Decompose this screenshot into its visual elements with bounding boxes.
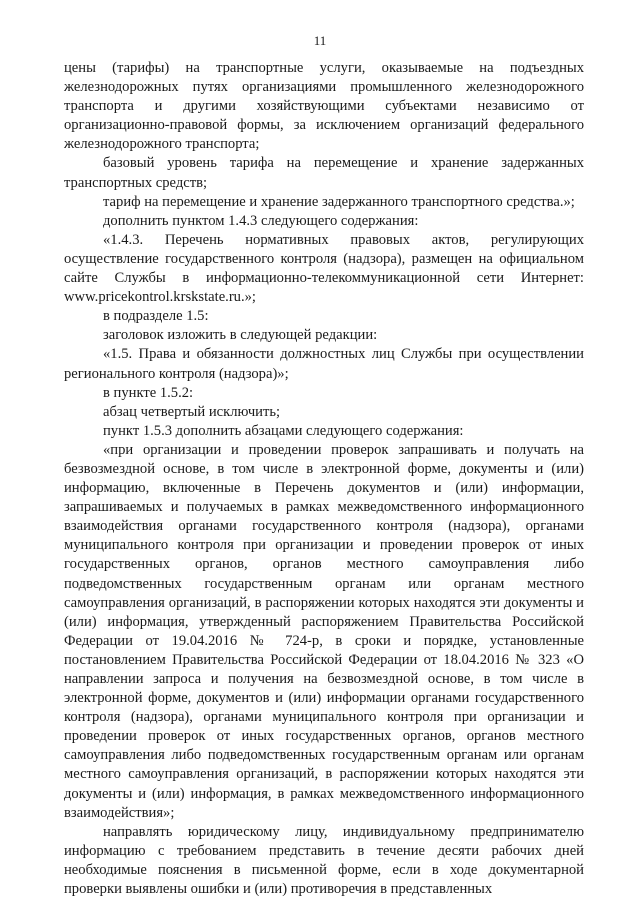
paragraph-tariff-storage: тариф на перемещение и хранение задержанного транспортного средства.»;	[103, 193, 575, 210]
paragraph-tariff-services: цены (тарифы) на транспортные услуги, оказываемые на подъездных железнодорожных путях организациями промышленного железнодорожного транспорта и другими хозяйствующими субъектами независимо от организационно-правовой формы, за исключением организаций федерального железнодорожного транспорта;	[64, 60, 584, 153]
paragraph-item-1-5-3: пункт 1.5.3 дополнить абзацами следующего содержания:	[103, 422, 464, 439]
paragraph-information-request: направлять юридическому лицу, индивидуальному предпринимателю информацию с требованием представить в течение десяти рабочих дней необходимые пояснения в письменной форме, если в ходе документарной проверки выявлены ошибки и (или) противоречия в представленных	[64, 823, 584, 898]
paragraph-base-tariff-level: базовый уровень тарифа на перемещение и хранение задержанных транспортных средств;	[64, 155, 584, 191]
paragraph-item-1-4-3: «1.4.3. Перечень нормативных правовых актов, регулирующих осуществление государственного контроля (надзора), размещен на официальном сайте Службы в информационно-телекоммуникационной сети Интернет: www.pricekontrol.krskstate.ru.»;	[64, 231, 584, 306]
document-body	[64, 59, 584, 899]
paragraph-add-item-1-4-3: дополнить пунктом 1.4.3 следующего содержания:	[103, 212, 419, 229]
paragraph-inspection-requests: «при организации и проведении проверок запрашивать и получать на безвозмездной основе, в том числе в электронной форме, документы и (или) информацию, включенные в Перечень документов и (или) информации, запрашиваемых и получаемых в рамках межведомственного информационного взаимодействия органами государственного контроля (надзора), органами муниципального контроля при организации и проведении проверок от иных государственных органов, органов местного самоуправления либо подведомственных государственным органам или органам местного самоуправления организаций, в распоряжении которых находятся эти документы и (или) информация, утвержденный распоряжением Правительства Российской Федерации от 19.04.2016 № 724-р, в сроки и порядке, установленные постановлением Правительства Российской Федерации от 18.04.2016 № 323 «О направлении запроса и получения на безвозмездной основе, в том числе в электронной форме, документов и (или) информации органами государственного контроля (надзора), органами муниципального контроля при организации и проведении проверок от иных государственных органов, органов местного самоуправления либо подведомственных государственным органам или органам местного самоуправления организаций, в распоряжении которых находятся эти документы и (или) информация, в рамках межведомственного информационного взаимодействия»;	[64, 441, 584, 821]
paragraph-item-1-5-title: «1.5. Права и обязанности должностных лиц Службы при осуществлении регионального контроля (надзора)»;	[64, 346, 584, 382]
paragraph-item-1-5-2: в пункте 1.5.2:	[103, 384, 194, 401]
paragraph-fourth-abzac: абзац четвертый исключить;	[103, 403, 281, 420]
paragraph-title-edit: заголовок изложить в следующей редакции:	[103, 327, 378, 344]
page-number: 11	[313, 33, 327, 48]
paragraph-subsection-1-5: в подразделе 1.5:	[103, 308, 209, 325]
